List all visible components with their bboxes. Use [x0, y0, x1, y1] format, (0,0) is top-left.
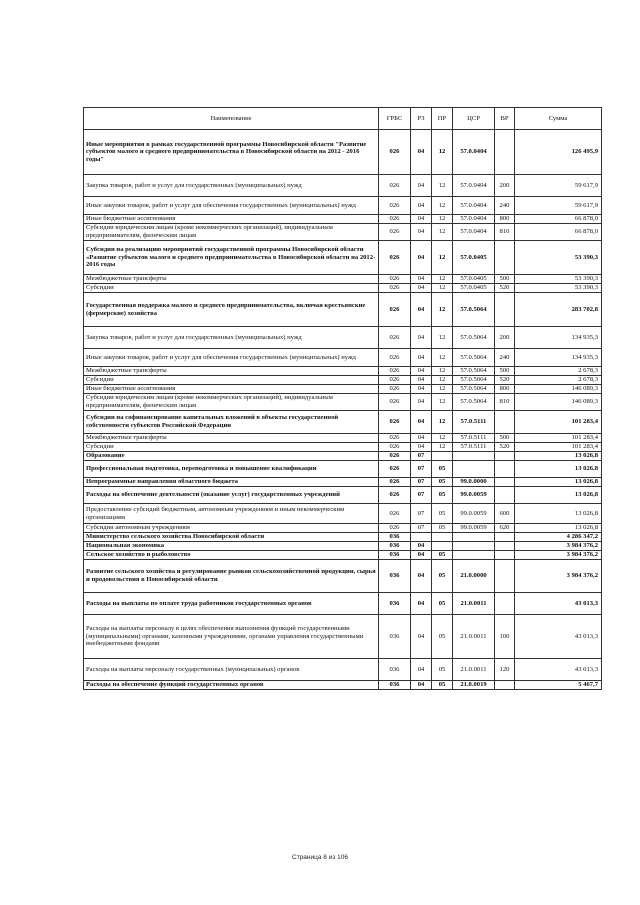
- row-sum-cell: 101 283,4: [515, 434, 602, 443]
- row-grbs-cell: 026: [379, 349, 411, 367]
- row-sum-cell: 101 283,4: [515, 443, 602, 452]
- row-grbs-cell: 026: [379, 376, 411, 385]
- row-name-cell: Непрограммные направления областного бюджета: [84, 478, 379, 487]
- row-rz-cell: 04: [411, 434, 432, 443]
- row-sum-cell: 126 495,9: [515, 130, 602, 175]
- table-row: [84, 385, 602, 394]
- row-csr-cell: 57.0.5064: [453, 376, 495, 385]
- row-vr-cell: [495, 452, 515, 461]
- row-vr-cell: 240: [495, 349, 515, 367]
- row-vr-cell: 200: [495, 175, 515, 197]
- row-pr-cell: 05: [432, 487, 453, 504]
- row-csr-cell: 57.0.0405: [453, 241, 495, 275]
- table-row: [84, 130, 602, 175]
- row-pr-cell: 12: [432, 284, 453, 293]
- row-rz-cell: 04: [411, 197, 432, 215]
- row-csr-cell: 57.0.5064: [453, 349, 495, 367]
- table-row: [84, 394, 602, 411]
- row-sum-cell: 59 617,9: [515, 175, 602, 197]
- row-pr-cell: 12: [432, 293, 453, 327]
- row-name-cell: Сельское хозяйство и рыболовство: [84, 551, 379, 560]
- row-pr-cell: 12: [432, 385, 453, 394]
- row-rz-cell: 04: [411, 560, 432, 593]
- row-sum-cell: 2 678,3: [515, 367, 602, 376]
- row-grbs-cell: 026: [379, 284, 411, 293]
- row-vr-cell: [495, 241, 515, 275]
- table-row: [84, 175, 602, 197]
- row-vr-cell: 520: [495, 376, 515, 385]
- row-vr-cell: 500: [495, 367, 515, 376]
- table-row: [84, 615, 602, 659]
- row-grbs-cell: 026: [379, 443, 411, 452]
- row-sum-cell: 13 026,8: [515, 461, 602, 478]
- row-rz-cell: 04: [411, 224, 432, 241]
- row-pr-cell: 12: [432, 215, 453, 224]
- row-grbs-cell: 036: [379, 659, 411, 681]
- row-rz-cell: 04: [411, 327, 432, 349]
- row-csr-cell: 57.0.5064: [453, 385, 495, 394]
- row-sum-cell: 66 878,0: [515, 215, 602, 224]
- row-pr-cell: 12: [432, 224, 453, 241]
- row-name-cell: Субсидии юридическим лицам (кроме некоммерческих организаций), индивидуальным предпринимателям, физическим лицам: [84, 224, 379, 241]
- row-pr-cell: 05: [432, 461, 453, 478]
- row-csr-cell: 99.0.0059: [453, 524, 495, 533]
- row-vr-cell: 620: [495, 524, 515, 533]
- row-csr-cell: 57.0.5064: [453, 367, 495, 376]
- header-name: Наименование: [84, 108, 379, 130]
- table-row: [84, 284, 602, 293]
- table-row: [84, 533, 602, 542]
- row-name-cell: Расходы на выплаты по оплате труда работников государственных органов: [84, 593, 379, 615]
- row-pr-cell: 12: [432, 197, 453, 215]
- row-csr-cell: 57.0.5064: [453, 327, 495, 349]
- row-sum-cell: 53 390,3: [515, 284, 602, 293]
- row-rz-cell: [411, 533, 432, 542]
- row-csr-cell: 57.0.5111: [453, 434, 495, 443]
- table-row: [84, 215, 602, 224]
- row-name-cell: Образование: [84, 452, 379, 461]
- row-name-cell: Субсидии: [84, 284, 379, 293]
- row-sum-cell: 3 984 376,2: [515, 560, 602, 593]
- row-name-cell: Расходы на выплаты персоналу государственных (муниципальных) органов: [84, 659, 379, 681]
- row-name-cell: Государственная поддержка малого и среднего предпринимательства, включая крестьянские (фермерские) хозяйства: [84, 293, 379, 327]
- row-name-cell: Закупка товаров, работ и услуг для государственных (муниципальных) нужд: [84, 327, 379, 349]
- row-grbs-cell: 026: [379, 241, 411, 275]
- row-vr-cell: [495, 551, 515, 560]
- table-row: [84, 197, 602, 215]
- row-vr-cell: [495, 533, 515, 542]
- row-pr-cell: 12: [432, 130, 453, 175]
- row-pr-cell: 05: [432, 560, 453, 593]
- row-rz-cell: 07: [411, 524, 432, 533]
- row-vr-cell: 800: [495, 385, 515, 394]
- row-csr-cell: 21.0.0019: [453, 681, 495, 690]
- header-rz: РЗ: [411, 108, 432, 130]
- table-row: [84, 504, 602, 524]
- table-row: [84, 349, 602, 367]
- row-rz-cell: 04: [411, 443, 432, 452]
- row-name-cell: Иные бюджетные ассигнования: [84, 385, 379, 394]
- row-sum-cell: 43 013,3: [515, 593, 602, 615]
- row-csr-cell: 57.0.0404: [453, 224, 495, 241]
- row-sum-cell: 43 013,3: [515, 659, 602, 681]
- header-grbs: ГРБС: [379, 108, 411, 130]
- row-rz-cell: 07: [411, 478, 432, 487]
- row-vr-cell: [495, 411, 515, 434]
- page-number: Страница 8 из 106: [292, 854, 348, 861]
- table-row: [84, 551, 602, 560]
- row-grbs-cell: 026: [379, 275, 411, 284]
- row-name-cell: Иные закупки товаров, работ и услуг для обеспечения государственных (муниципальных) нужд: [84, 349, 379, 367]
- row-name-cell: Иные закупки товаров, работ и услуг для обеспечения государственных (муниципальных) нужд: [84, 197, 379, 215]
- row-sum-cell: 3 984 376,2: [515, 551, 602, 560]
- table-header-row: [84, 108, 602, 130]
- row-name-cell: Национальная экономика: [84, 542, 379, 551]
- row-rz-cell: 04: [411, 593, 432, 615]
- row-pr-cell: 05: [432, 551, 453, 560]
- row-vr-cell: 520: [495, 284, 515, 293]
- row-rz-cell: 04: [411, 284, 432, 293]
- row-name-cell: Закупка товаров, работ и услуг для государственных (муниципальных) нужд: [84, 175, 379, 197]
- row-name-cell: Межбюджетные трансферты: [84, 367, 379, 376]
- row-grbs-cell: 026: [379, 524, 411, 533]
- row-pr-cell: 12: [432, 434, 453, 443]
- row-sum-cell: 5 467,7: [515, 681, 602, 690]
- row-vr-cell: 100: [495, 615, 515, 659]
- row-vr-cell: [495, 593, 515, 615]
- budget-table: [83, 107, 602, 690]
- row-rz-cell: 07: [411, 461, 432, 478]
- row-csr-cell: [453, 533, 495, 542]
- row-grbs-cell: 036: [379, 615, 411, 659]
- table-row: [84, 659, 602, 681]
- table-row: [84, 241, 602, 275]
- row-csr-cell: 57.0.0405: [453, 284, 495, 293]
- row-pr-cell: 12: [432, 367, 453, 376]
- row-name-cell: Расходы на обеспечение функций государственных органов: [84, 681, 379, 690]
- row-rz-cell: 04: [411, 241, 432, 275]
- row-grbs-cell: 026: [379, 434, 411, 443]
- row-sum-cell: 13 026,8: [515, 524, 602, 533]
- row-name-cell: Предоставление субсидий бюджетным, автономным учреждениям и иным некоммерческим организациям: [84, 504, 379, 524]
- row-csr-cell: 57.0.0405: [453, 275, 495, 284]
- row-pr-cell: [432, 542, 453, 551]
- row-name-cell: Иные бюджетные ассигнования: [84, 215, 379, 224]
- header-csr: ЦСР: [453, 108, 495, 130]
- row-sum-cell: 146 089,3: [515, 394, 602, 411]
- row-name-cell: Расходы на обеспечение деятельности (оказание услуг) государственных учреждений: [84, 487, 379, 504]
- budget-table-container: [83, 107, 601, 690]
- row-sum-cell: 66 878,0: [515, 224, 602, 241]
- row-vr-cell: [495, 478, 515, 487]
- row-pr-cell: 05: [432, 681, 453, 690]
- row-rz-cell: 04: [411, 349, 432, 367]
- row-name-cell: Министерство сельского хозяйства Новосибирской области: [84, 533, 379, 542]
- row-pr-cell: 05: [432, 478, 453, 487]
- row-grbs-cell: 026: [379, 487, 411, 504]
- header-pr: ПР: [432, 108, 453, 130]
- table-row: [84, 443, 602, 452]
- row-vr-cell: [495, 560, 515, 593]
- row-grbs-cell: 026: [379, 411, 411, 434]
- row-vr-cell: [495, 487, 515, 504]
- row-csr-cell: 21.0.0011: [453, 615, 495, 659]
- row-pr-cell: 12: [432, 241, 453, 275]
- row-vr-cell: 240: [495, 197, 515, 215]
- row-csr-cell: 57.0.5064: [453, 394, 495, 411]
- row-grbs-cell: 036: [379, 551, 411, 560]
- row-csr-cell: 57.0.0404: [453, 175, 495, 197]
- row-sum-cell: 13 026,8: [515, 478, 602, 487]
- row-sum-cell: 4 286 347,2: [515, 533, 602, 542]
- row-grbs-cell: 036: [379, 542, 411, 551]
- row-vr-cell: 600: [495, 504, 515, 524]
- row-csr-cell: 21.0.0000: [453, 560, 495, 593]
- row-pr-cell: 05: [432, 659, 453, 681]
- row-pr-cell: 12: [432, 394, 453, 411]
- row-pr-cell: 12: [432, 376, 453, 385]
- row-vr-cell: 800: [495, 215, 515, 224]
- row-pr-cell: 12: [432, 275, 453, 284]
- table-row: [84, 367, 602, 376]
- row-sum-cell: 101 283,4: [515, 411, 602, 434]
- row-pr-cell: 05: [432, 504, 453, 524]
- row-vr-cell: 500: [495, 275, 515, 284]
- row-rz-cell: 04: [411, 385, 432, 394]
- row-rz-cell: 04: [411, 275, 432, 284]
- row-rz-cell: 04: [411, 367, 432, 376]
- row-vr-cell: [495, 542, 515, 551]
- row-csr-cell: [453, 542, 495, 551]
- row-csr-cell: 57.0.0404: [453, 197, 495, 215]
- row-csr-cell: 57.0.0404: [453, 130, 495, 175]
- row-rz-cell: 04: [411, 130, 432, 175]
- row-rz-cell: 04: [411, 175, 432, 197]
- row-sum-cell: 13 026,8: [515, 452, 602, 461]
- row-name-cell: Иные мероприятия в рамках государственной программы Новосибирской области "Развитие субъектов малого и среднего предпринимательства в Новосибирской области на 2012 - 2016 годы": [84, 130, 379, 175]
- row-csr-cell: [453, 452, 495, 461]
- row-pr-cell: 12: [432, 411, 453, 434]
- row-sum-cell: 146 089,3: [515, 385, 602, 394]
- row-pr-cell: 12: [432, 443, 453, 452]
- row-grbs-cell: 026: [379, 478, 411, 487]
- row-rz-cell: 04: [411, 293, 432, 327]
- row-sum-cell: 13 026,8: [515, 487, 602, 504]
- row-name-cell: Межбюджетные трансферты: [84, 275, 379, 284]
- row-name-cell: Расходы на выплаты персоналу в целях обеспечения выполнения функций государственными (муниципальными) органами, казенными учреждениями, органами управления государственными внебюджетными фондами: [84, 615, 379, 659]
- row-csr-cell: 57.0.5111: [453, 411, 495, 434]
- row-sum-cell: 134 935,3: [515, 349, 602, 367]
- table-row: [84, 524, 602, 533]
- row-rz-cell: 04: [411, 394, 432, 411]
- row-grbs-cell: 026: [379, 130, 411, 175]
- row-csr-cell: 21.0.0011: [453, 659, 495, 681]
- row-grbs-cell: 026: [379, 224, 411, 241]
- row-rz-cell: 04: [411, 542, 432, 551]
- row-vr-cell: [495, 461, 515, 478]
- table-row: [84, 487, 602, 504]
- table-row: [84, 593, 602, 615]
- row-vr-cell: 810: [495, 394, 515, 411]
- row-grbs-cell: 026: [379, 461, 411, 478]
- row-vr-cell: [495, 130, 515, 175]
- row-name-cell: Субсидии юридическим лицам (кроме некоммерческих организаций), индивидуальным предпринимателям, физическим лицам: [84, 394, 379, 411]
- table-row: [84, 411, 602, 434]
- row-csr-cell: 57.0.5064: [453, 293, 495, 327]
- table-row: [84, 560, 602, 593]
- table-row: [84, 327, 602, 349]
- row-pr-cell: 12: [432, 175, 453, 197]
- row-csr-cell: [453, 551, 495, 560]
- row-rz-cell: 04: [411, 376, 432, 385]
- row-name-cell: Межбюджетные трансферты: [84, 434, 379, 443]
- row-rz-cell: 04: [411, 215, 432, 224]
- row-vr-cell: 200: [495, 327, 515, 349]
- row-csr-cell: 21.0.0011: [453, 593, 495, 615]
- table-row: [84, 681, 602, 690]
- row-sum-cell: 3 984 376,2: [515, 542, 602, 551]
- row-sum-cell: 53 390,3: [515, 241, 602, 275]
- row-grbs-cell: 036: [379, 593, 411, 615]
- table-row: [84, 224, 602, 241]
- row-vr-cell: 120: [495, 659, 515, 681]
- row-name-cell: Субсидии на софинансирование капитальных вложений в объекты государственной собственности субъектов Российской Федерации: [84, 411, 379, 434]
- table-row: [84, 293, 602, 327]
- row-vr-cell: 810: [495, 224, 515, 241]
- row-rz-cell: 07: [411, 487, 432, 504]
- table-row: [84, 275, 602, 284]
- row-csr-cell: 99.0.0000: [453, 478, 495, 487]
- row-grbs-cell: 026: [379, 394, 411, 411]
- table-row: [84, 376, 602, 385]
- header-vr: ВР: [495, 108, 515, 130]
- row-sum-cell: 43 013,3: [515, 615, 602, 659]
- row-sum-cell: 2 678,3: [515, 376, 602, 385]
- row-pr-cell: 12: [432, 349, 453, 367]
- row-pr-cell: [432, 452, 453, 461]
- row-grbs-cell: 026: [379, 452, 411, 461]
- row-name-cell: Субсидии автономным учреждениям: [84, 524, 379, 533]
- table-row: [84, 478, 602, 487]
- row-name-cell: Развитие сельского хозяйства и регулирование рынков сельскохозяйственной продукции, сырья и продовольствия в Новосибирской области: [84, 560, 379, 593]
- row-csr-cell: 99.0.0059: [453, 504, 495, 524]
- row-grbs-cell: 026: [379, 175, 411, 197]
- row-grbs-cell: 026: [379, 293, 411, 327]
- row-vr-cell: 520: [495, 443, 515, 452]
- row-csr-cell: 57.0.5111: [453, 443, 495, 452]
- row-csr-cell: [453, 461, 495, 478]
- row-name-cell: Субсидии: [84, 376, 379, 385]
- row-rz-cell: 04: [411, 615, 432, 659]
- row-pr-cell: 05: [432, 615, 453, 659]
- table-row: [84, 542, 602, 551]
- row-grbs-cell: 026: [379, 504, 411, 524]
- row-vr-cell: [495, 681, 515, 690]
- row-sum-cell: 59 617,9: [515, 197, 602, 215]
- row-sum-cell: 13 026,8: [515, 504, 602, 524]
- row-pr-cell: [432, 533, 453, 542]
- table-row: [84, 452, 602, 461]
- row-sum-cell: 53 390,3: [515, 275, 602, 284]
- table-row: [84, 434, 602, 443]
- row-grbs-cell: 026: [379, 385, 411, 394]
- row-sum-cell: 134 935,3: [515, 327, 602, 349]
- table-body: [84, 130, 602, 690]
- row-csr-cell: 57.0.0404: [453, 215, 495, 224]
- header-sum: Сумма: [515, 108, 602, 130]
- row-rz-cell: 07: [411, 452, 432, 461]
- row-grbs-cell: 036: [379, 533, 411, 542]
- row-grbs-cell: 036: [379, 560, 411, 593]
- row-grbs-cell: 026: [379, 215, 411, 224]
- row-grbs-cell: 026: [379, 327, 411, 349]
- row-name-cell: Субсидии: [84, 443, 379, 452]
- row-csr-cell: 99.0.0059: [453, 487, 495, 504]
- row-rz-cell: 04: [411, 411, 432, 434]
- row-pr-cell: 05: [432, 524, 453, 533]
- row-vr-cell: 500: [495, 434, 515, 443]
- row-grbs-cell: 026: [379, 197, 411, 215]
- row-pr-cell: 12: [432, 327, 453, 349]
- table-row: [84, 461, 602, 478]
- row-rz-cell: 04: [411, 681, 432, 690]
- row-rz-cell: 04: [411, 551, 432, 560]
- row-rz-cell: 04: [411, 659, 432, 681]
- row-name-cell: Профессиональная подготовка, переподготовка и повышение квалификации: [84, 461, 379, 478]
- row-name-cell: Субсидии на реализацию мероприятий государственной программы Новосибирской области «Развитие субъектов малого и среднего предпринимательства в Новосибирской области на 2012-2016 годы: [84, 241, 379, 275]
- row-grbs-cell: 036: [379, 681, 411, 690]
- row-pr-cell: 05: [432, 593, 453, 615]
- row-rz-cell: 07: [411, 504, 432, 524]
- row-vr-cell: [495, 293, 515, 327]
- row-sum-cell: 283 702,8: [515, 293, 602, 327]
- row-grbs-cell: 026: [379, 367, 411, 376]
